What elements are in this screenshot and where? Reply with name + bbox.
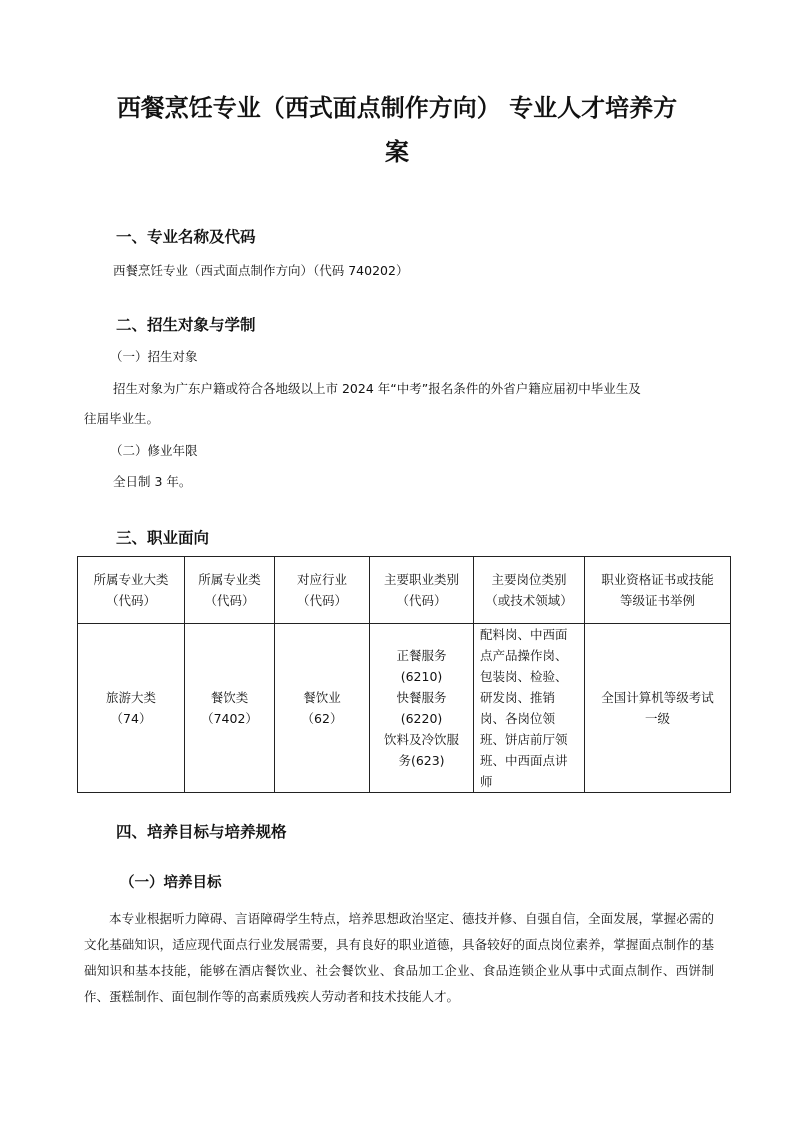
header-line: （代码）	[296, 593, 347, 608]
section-2-sub-2: （二）修业年限	[110, 443, 198, 458]
header-line: （或技术领域）	[485, 593, 573, 608]
cell-line: （74）	[110, 711, 152, 726]
cell-line: (6220)	[400, 711, 443, 726]
header-line: 主要岗位类别	[491, 572, 567, 587]
cell-line: 餐饮业	[303, 690, 341, 705]
header-line: （代码）	[204, 593, 255, 608]
table-header-row	[78, 557, 731, 624]
section-2-heading: 二、招生对象与学制	[116, 316, 256, 334]
cell-wrapped-text: 配料岗、中西面点产品操作岗、包装岗、检验、研发岗、推销岗、各岗位领班、饼店前厅领班、中西面点讲师	[480, 627, 568, 789]
header-line: 等级证书举例	[619, 593, 695, 608]
cell-line: 全国计算机等级考试	[601, 690, 714, 705]
document-title	[60, 86, 734, 174]
header-line: 主要职业类别	[383, 572, 459, 587]
header-line: 所属专业大类	[93, 572, 169, 587]
section-1-heading: 一、专业名称及代码	[116, 228, 256, 246]
header-cell	[185, 557, 275, 624]
table-cell	[585, 624, 731, 793]
section-4-paragraph: 本专业根据听力障碍、言语障碍学生特点，培养思想政治坚定、德技并修、自强自信，全面发展，掌握必需的文化基础知识，适应现代面点行业发展需要，具有良好的职业道德，具备较好的面点岗位素养，掌握面点制作的基础知识和基本技能，能够在酒店餐饮业、社会餐饮业、食品加工企业、食品连锁企业从事中式面点制作、西饼制作、蛋糕制作、面包制作等的高素质残疾人劳动者和技术技能人才。	[84, 911, 714, 1004]
header-line: （代码）	[396, 593, 447, 608]
career-table	[77, 556, 731, 793]
cell-line: (6210)	[400, 669, 443, 684]
table-cell	[370, 624, 474, 793]
header-cell	[585, 557, 731, 624]
header-cell	[78, 557, 185, 624]
section-1-text: 西餐烹饪专业（西式面点制作方向）（代码 740202）	[113, 263, 409, 278]
table-row	[78, 624, 731, 793]
section-2-para-1-line-1: 招生对象为广东户籍或符合各地级以上市 2024 年“中考”报名条件的外省户籍应届初中毕业生及	[113, 381, 641, 396]
section-4-sub-1: （一）培养目标	[120, 875, 222, 891]
section-3-heading: 三、职业面向	[116, 529, 210, 547]
section-2-para-2: 全日制 3 年。	[113, 474, 192, 489]
table-cell	[185, 624, 275, 793]
cell-line: 餐饮类	[210, 690, 249, 705]
cell-line: 快餐服务	[396, 690, 447, 705]
section-2-para-1-line-2: 往届毕业生。	[84, 411, 160, 426]
cell-line: 一级	[644, 711, 670, 726]
cell-line: 饮料及冷饮服	[383, 732, 459, 747]
header-line: 所属专业类	[198, 572, 261, 587]
title-line-2: 案	[385, 138, 409, 166]
section-4-heading: 四、培养目标与培养规格	[116, 823, 287, 841]
header-line: 职业资格证书或技能	[601, 572, 714, 587]
cell-line: （62）	[301, 711, 343, 726]
header-cell	[275, 557, 370, 624]
title-line-1: 西餐烹饪专业（西式面点制作方向） 专业人才培养方	[116, 94, 678, 122]
cell-line: 正餐服务	[396, 648, 447, 663]
cell-line: 务(623)	[398, 753, 445, 768]
cell-line: 旅游大类	[105, 690, 156, 705]
section-2-sub-1: （一）招生对象	[110, 349, 198, 364]
table-cell	[275, 624, 370, 793]
header-line: 对应行业	[296, 572, 347, 587]
table-cell	[78, 624, 185, 793]
header-cell	[474, 557, 585, 624]
table-cell	[474, 624, 585, 793]
cell-line: （7402）	[201, 711, 258, 726]
header-line: （代码）	[105, 593, 156, 608]
header-cell	[370, 557, 474, 624]
